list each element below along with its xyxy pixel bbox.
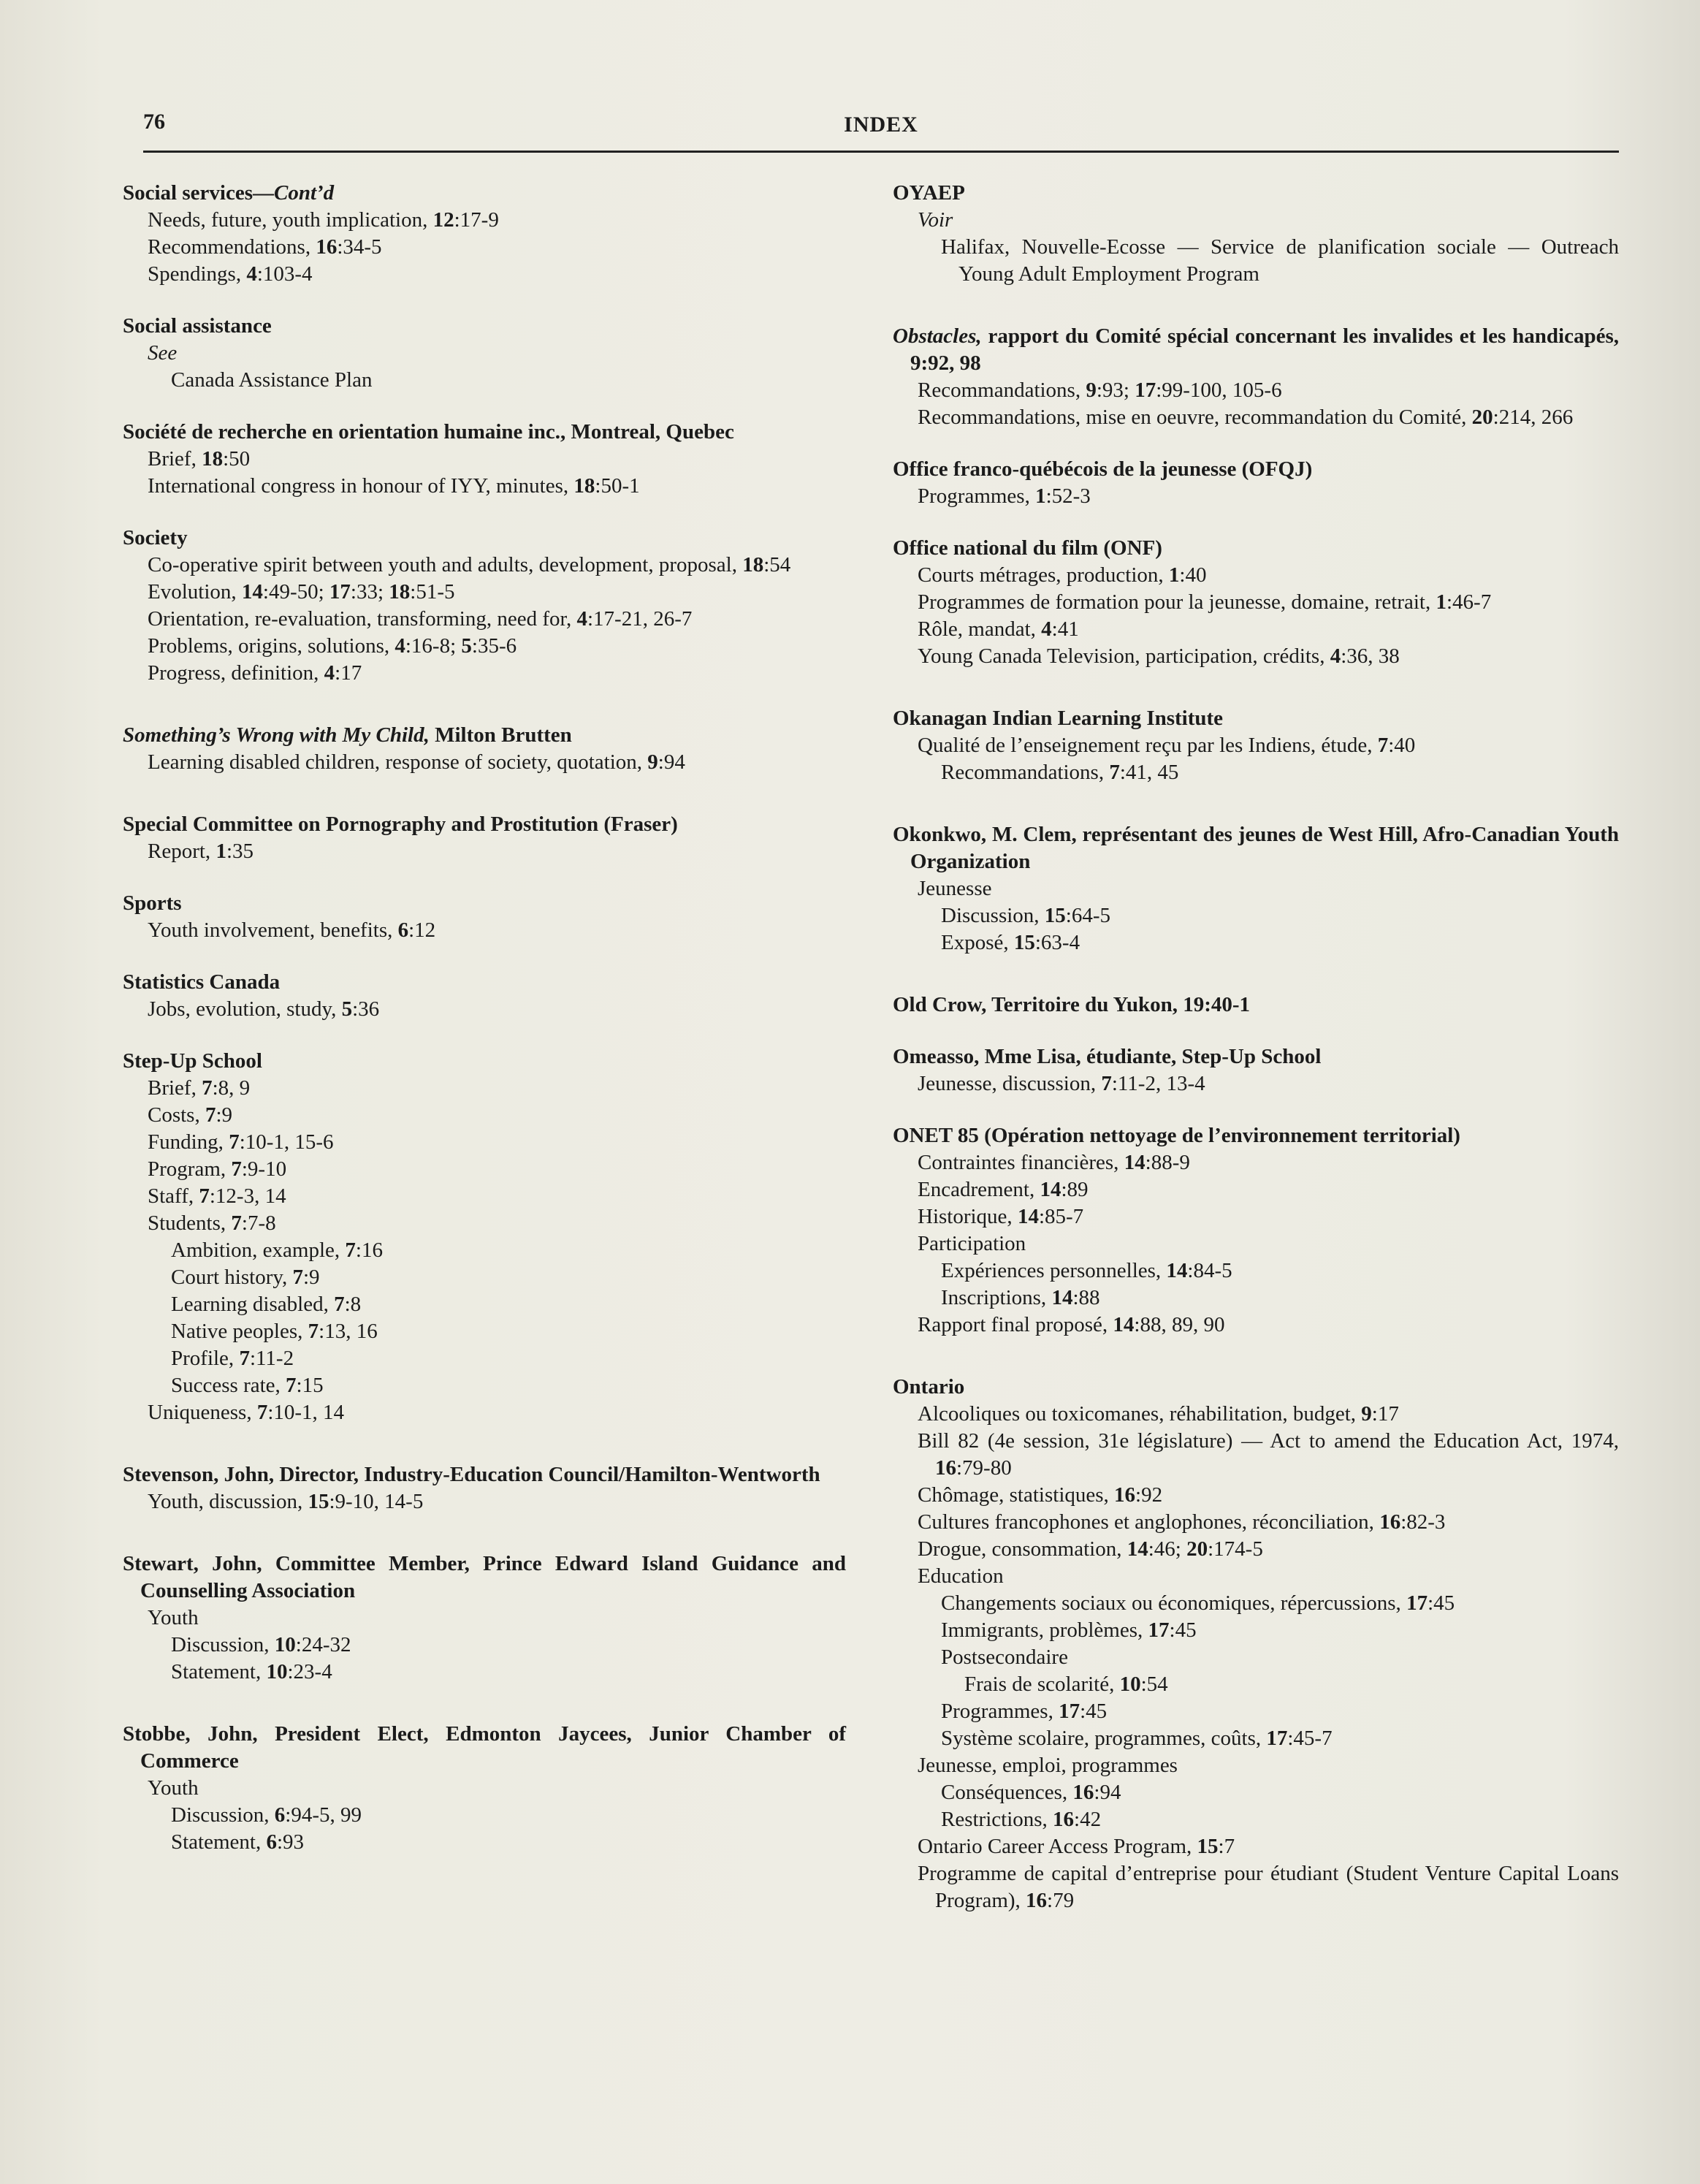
index-subentry: Funding, 7:10-1, 15-6 — [148, 1130, 334, 1154]
index-subentry: Qualité de l’enseignement reçu par les Indiens, étude, 7:40 — [918, 734, 1416, 757]
index-heading — [893, 1122, 1619, 1149]
index-subentry: Staff, 7:12-3, 14 — [148, 1184, 286, 1208]
index-heading — [123, 1461, 846, 1488]
index-heading-text: OYAEP — [893, 181, 965, 205]
index-subentry: Needs, future, youth implication, 12:17-9 — [148, 208, 499, 232]
index-entry — [893, 456, 1619, 510]
index-heading-text: Milton Brutten — [429, 723, 572, 747]
index-subentry: Students, 7:7-8 — [148, 1211, 276, 1235]
index-subentry: Costs, 7:9 — [148, 1103, 233, 1127]
index-entry — [893, 180, 1619, 288]
index-subentry: Statement, 10:23-4 — [171, 1660, 332, 1683]
index-subentry: Native peoples, 7:13, 16 — [171, 1320, 378, 1343]
index-heading-title: Something’s Wrong with My Child, — [123, 723, 430, 747]
index-subentry: Discussion, 10:24-32 — [171, 1633, 351, 1656]
index-subentry: Recommandations, 7:41, 45 — [941, 761, 1179, 784]
running-head: INDEX — [844, 113, 918, 137]
index-heading-text: Old Crow, Territoire du Yukon, 19:40-1 — [893, 993, 1251, 1016]
index-heading-text: Step-Up School — [123, 1049, 262, 1073]
index-subentry: Youth — [148, 1606, 199, 1629]
index-subentry: Problems, origins, solutions, 4:16-8; 5:35-6 — [148, 634, 517, 658]
index-entry — [123, 180, 846, 288]
index-subentry: Programmes, 1:52-3 — [918, 484, 1091, 508]
index-subentry: Conséquences, 16:94 — [941, 1781, 1121, 1804]
index-subentry: Rôle, mandat, 4:41 — [918, 617, 1079, 641]
index-subentry: Ontario Career Access Program, 15:7 — [918, 1835, 1235, 1858]
index-subentry: Jeunesse — [918, 877, 992, 900]
index-heading — [893, 456, 1619, 483]
index-subentry: Report, 1:35 — [148, 840, 254, 863]
index-heading — [893, 1043, 1619, 1070]
index-subentry: Success rate, 7:15 — [171, 1374, 324, 1397]
index-entry — [893, 1043, 1619, 1097]
index-subentry: Inscriptions, 14:88 — [941, 1286, 1100, 1309]
index-subentry: Système scolaire, programmes, coûts, 17:45-7 — [941, 1727, 1333, 1750]
index-entry — [123, 1048, 846, 1426]
index-heading — [123, 722, 846, 749]
index-heading — [123, 419, 846, 446]
index-heading-text: Ontario — [893, 1375, 965, 1399]
index-heading — [893, 705, 1619, 732]
index-heading-text: Special Committee on Pornography and Prostitution (Fraser) — [123, 813, 678, 836]
index-entry — [123, 1551, 846, 1686]
index-subentry: Ambition, example, 7:16 — [171, 1239, 383, 1262]
index-subentry: Youth, discussion, 15:9-10, 14-5 — [148, 1490, 424, 1513]
index-subentry: Recommendations, 16:34-5 — [148, 235, 382, 259]
index-subentry: Encadrement, 14:89 — [918, 1178, 1089, 1201]
index-subentry: See — [148, 341, 178, 365]
index-heading — [123, 1048, 846, 1075]
index-subentry: Profile, 7:11-2 — [171, 1347, 294, 1370]
index-entry — [893, 323, 1619, 431]
index-subentry: Discussion, 6:94-5, 99 — [171, 1803, 362, 1827]
index-subentry: Young Canada Television, participation, crédits, 4:36, 38 — [918, 644, 1400, 668]
page-header — [143, 107, 1619, 153]
index-entry — [893, 1374, 1619, 1914]
index-heading — [123, 1721, 846, 1775]
index-heading — [893, 992, 1619, 1019]
index-entry — [123, 811, 846, 865]
page-number: 76 — [143, 110, 165, 134]
index-subentry: International congress in honour of IYY, minutes, 18:50-1 — [148, 474, 640, 498]
index-heading-text: Society — [123, 526, 188, 549]
index-column-left — [123, 180, 846, 1881]
index-heading — [893, 1374, 1619, 1401]
index-subentry: Statement, 6:93 — [171, 1830, 305, 1854]
index-subentry: Changements sociaux ou économiques, répercussions, 17:45 — [941, 1591, 1455, 1615]
index-subentry: Drogue, consommation, 14:46; 20:174-5 — [918, 1537, 1263, 1561]
index-heading-text: Omeasso, Mme Lisa, étudiante, Step-Up School — [893, 1045, 1322, 1068]
index-heading — [893, 535, 1619, 562]
index-heading-text: rapport du Comité spécial concernant les invalides et les handicapés, 9:92, 98 — [910, 324, 1619, 375]
index-subentry: Chômage, statistiques, 16:92 — [918, 1483, 1163, 1507]
index-subentry: Orientation, re-evaluation, transforming, need for, 4:17-21, 26-7 — [148, 607, 693, 631]
index-heading — [123, 525, 846, 552]
index-heading-text: Okanagan Indian Learning Institute — [893, 707, 1224, 730]
index-subentry: Rapport final proposé, 14:88, 89, 90 — [918, 1313, 1225, 1336]
index-subentry: Uniqueness, 7:10-1, 14 — [148, 1401, 345, 1424]
index-subentry: Education — [918, 1564, 1004, 1588]
index-entry — [123, 1461, 846, 1515]
index-heading-text: ONET 85 (Opération nettoyage de l’environnement territorial) — [893, 1124, 1460, 1147]
index-entry — [893, 705, 1619, 786]
index-subentry: Frais de scolarité, 10:54 — [964, 1673, 1168, 1696]
index-heading-text: Société de recherche en orientation humaine inc., Montreal, Quebec — [123, 420, 734, 444]
index-entry — [123, 969, 846, 1023]
index-heading-title: Obstacles, — [893, 324, 982, 348]
index-subentry: Expériences personnelles, 14:84-5 — [941, 1259, 1232, 1282]
index-column-right — [893, 180, 1619, 1939]
index-subentry: Cultures francophones et anglophones, réconciliation, 16:82-3 — [918, 1510, 1446, 1534]
index-subentry: Progress, definition, 4:17 — [148, 661, 362, 685]
index-subentry: Exposé, 15:63-4 — [941, 931, 1080, 954]
index-heading — [123, 969, 846, 996]
index-heading-continued: Cont’d — [273, 181, 335, 205]
index-entry — [123, 722, 846, 776]
index-subentry: Recommandations, 9:93; 17:99-100, 105-6 — [918, 378, 1282, 402]
index-heading — [893, 821, 1619, 875]
index-subentry: Youth involvement, benefits, 6:12 — [148, 918, 436, 942]
index-subentry: Historique, 14:85-7 — [918, 1205, 1084, 1228]
index-subentry: Program, 7:9-10 — [148, 1157, 287, 1181]
index-subentry: Courts métrages, production, 1:40 — [918, 563, 1207, 587]
index-subentry: Alcooliques ou toxicomanes, réhabilitation, budget, 9:17 — [918, 1402, 1399, 1426]
index-subentry: Brief, 18:50 — [148, 447, 251, 471]
index-subentry: Canada Assistance Plan — [171, 368, 373, 392]
index-subentry: Spendings, 4:103-4 — [148, 262, 313, 286]
index-heading — [123, 180, 846, 207]
index-heading — [123, 313, 846, 340]
index-subentry: Bill 82 (4e session, 31e législature) — Act to amend the Education Act, 1974, 16:79-80 — [918, 1429, 1619, 1480]
index-subentry: Discussion, 15:64-5 — [941, 904, 1111, 927]
index-entry — [893, 1122, 1619, 1339]
index-heading — [123, 1551, 846, 1605]
index-entry — [123, 419, 846, 500]
index-subentry: Brief, 7:8, 9 — [148, 1076, 251, 1100]
index-subentry: Recommandations, mise en oeuvre, recommandation du Comité, 20:214, 266 — [918, 406, 1574, 429]
index-subentry: Youth — [148, 1776, 199, 1800]
index-heading-text: Sports — [123, 891, 182, 915]
index-subentry: Jobs, evolution, study, 5:36 — [148, 997, 380, 1021]
index-entry — [123, 890, 846, 944]
index-heading — [893, 180, 1619, 207]
index-entry — [893, 535, 1619, 670]
index-entry — [893, 992, 1619, 1019]
index-subentry: Co-operative spirit between youth and adults, development, proposal, 18:54 — [148, 553, 791, 577]
index-subentry: Halifax, Nouvelle-Ecosse — Service de planification sociale — Outreach Young Adult Employment Program — [941, 235, 1619, 286]
index-subentry: Postsecondaire — [941, 1645, 1068, 1669]
index-heading-text: Social assistance — [123, 314, 272, 338]
index-heading — [123, 890, 846, 917]
index-heading-text: Office franco-québécois de la jeunesse (OFQJ) — [893, 457, 1313, 481]
index-heading — [893, 323, 1619, 377]
index-heading-text: Stobbe, John, President Elect, Edmonton Jaycees, Junior Chamber of Commerce — [123, 1722, 846, 1773]
index-heading-text: Social services— — [123, 181, 274, 205]
index-entry — [123, 525, 846, 687]
index-subentry: Participation — [918, 1232, 1026, 1255]
index-entry — [123, 313, 846, 394]
index-subentry: Programme de capital d’entreprise pour étudiant (Student Venture Capital Loans Program), 16:79 — [918, 1862, 1619, 1912]
index-heading-text: Office national du film (ONF) — [893, 536, 1162, 560]
index-heading-text: Statistics Canada — [123, 970, 281, 994]
index-subentry: Learning disabled children, response of society, quotation, 9:94 — [148, 750, 685, 774]
index-subentry: Jeunesse, discussion, 7:11-2, 13-4 — [918, 1072, 1205, 1095]
index-heading-text: Stevenson, John, Director, Industry-Education Council/Hamilton-Wentworth — [123, 1463, 820, 1486]
index-subentry: Contraintes financières, 14:88-9 — [918, 1151, 1190, 1174]
index-subentry: Voir — [918, 208, 953, 232]
index-subentry: Evolution, 14:49-50; 17:33; 18:51-5 — [148, 580, 455, 604]
index-heading-text: Okonkwo, M. Clem, représentant des jeunes de West Hill, Afro-Canadian Youth Organization — [893, 823, 1619, 873]
index-entry — [893, 821, 1619, 956]
index-subentry: Immigrants, problèmes, 17:45 — [941, 1618, 1197, 1642]
index-heading — [123, 811, 846, 838]
index-subentry: Court history, 7:9 — [171, 1266, 320, 1289]
index-heading-text: Stewart, John, Committee Member, Prince Edward Island Guidance and Counselling Association — [123, 1552, 846, 1602]
index-entry — [123, 1721, 846, 1856]
index-subentry: Restrictions, 16:42 — [941, 1808, 1102, 1831]
index-subentry: Programmes, 17:45 — [941, 1700, 1108, 1723]
index-subentry: Learning disabled, 7:8 — [171, 1293, 362, 1316]
index-subentry: Programmes de formation pour la jeunesse, domaine, retrait, 1:46-7 — [918, 590, 1492, 614]
index-subentry: Jeunesse, emploi, programmes — [918, 1754, 1178, 1777]
